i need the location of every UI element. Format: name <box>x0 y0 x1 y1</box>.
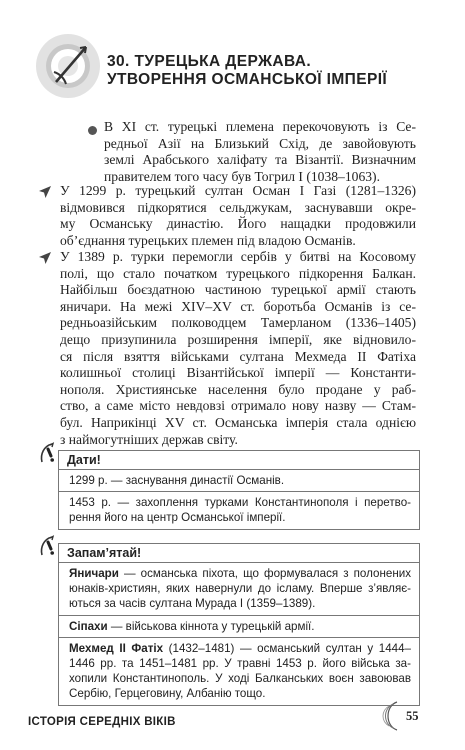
text-line: Сербію, Герцеговину, Албанію тощо. <box>69 687 266 701</box>
text-line: з наймогутніших держав світу. <box>60 431 238 447</box>
text-line: ся після взяття військами султана Мехмеда II Фатіха <box>60 348 416 364</box>
chapter-title <box>107 53 387 89</box>
text-line: колишньої столиці Візантійської імперії — Константи- <box>60 365 416 381</box>
text-line: яничари. На межі XIV–XV ст. боротьба Османів із се- <box>60 298 416 314</box>
term-name: Сіпахи <box>69 619 108 633</box>
chapter-title-line-2: УТВОРЕННЯ ОСМАНСЬКОЇ ІМПЕРІЇ <box>107 71 388 88</box>
arrow-pointer-icon <box>38 185 52 199</box>
term-definition: — військова кіннота у турецькій армії. <box>107 619 315 633</box>
paragraph-3 <box>60 249 416 448</box>
text-line: Найбільш боєздатною частиною турецької армії стають <box>60 282 416 298</box>
dot-icon <box>88 126 97 135</box>
text-line: 1453 р. — захоплення турками Константинополя і перетво- <box>69 496 411 510</box>
date-entry <box>59 469 419 491</box>
text-line: відмовився підкорятися сельджукам, заснувавши окре- <box>60 199 416 215</box>
text-line: му Османську династію. Його нащадки продовжили <box>60 216 416 232</box>
dates-box <box>58 450 420 530</box>
text-line: У 1389 р. турки перемогли сербів у битві на Косовому <box>60 249 416 264</box>
text-line: В ХІ ст. турецькі племена перекочовують із Се- <box>104 119 416 134</box>
text-line: рення його на центр Османської імперії. <box>69 511 286 525</box>
text-line: редньої Азії на Близький Схід, де завойовують <box>104 135 416 151</box>
text-line: об’єднання турецьких племен під владою Османів. <box>60 232 356 248</box>
term-entry-sipahi <box>59 615 419 637</box>
term-definition: (1432–1481) — османський султан у 1444– <box>163 641 411 655</box>
term-name: Мехмед II Фатіх <box>69 641 164 655</box>
text-line: бул. Наприкінці XV ст. Османська імперія стала однією <box>60 414 416 430</box>
remember-box <box>58 543 420 706</box>
book-title: ІСТОРІЯ СЕРЕДНІХ ВІКІВ <box>28 716 176 728</box>
term-definition: — османська піхота, що формувалася з полонених <box>118 567 411 580</box>
paragraph-2 <box>60 183 416 249</box>
text-line: правителем того часу був Тогрил І (1038–1063). <box>104 168 380 184</box>
text-line: землі Арабського халіфату та Візантії. Визначним <box>104 152 416 168</box>
term-entry-yanychary <box>59 562 419 615</box>
arrow-pointer-icon <box>38 251 52 265</box>
text-line: полі, що стало початком турецького підкорення Балкан. <box>60 265 416 281</box>
text-line: юнаків-християн, яких навернули до ісламу. Вперше з’являє- <box>69 582 411 596</box>
date-entry <box>59 491 419 528</box>
text-line: дещо призупинила розширення імперії, яке відновило- <box>60 331 416 347</box>
text-line: хопили Константинополь. У ході Балканських воєн завоював <box>69 672 411 686</box>
text-line: 1299 р. — заснування династії Османів. <box>69 474 285 487</box>
page-number: 55 <box>406 709 419 723</box>
term-name: Яничари <box>69 567 119 580</box>
dates-heading: Дати! <box>67 453 101 467</box>
text-line: нополя. Християнське населення було продане у раб- <box>60 381 416 397</box>
text-line: ство, а саме місто невдовзі отримало нову назву — Стам- <box>60 398 416 414</box>
text-line: У 1299 р. турецький султан Осман І Газі (1281–1326) <box>60 183 416 198</box>
target-arrow-icon <box>34 32 102 100</box>
paragraph-1 <box>104 119 416 185</box>
text-line: 1446 рр. та 1451–1481 рр. У травні 1453 р. його військa за- <box>69 657 411 671</box>
remember-heading: Запам’ятай! <box>67 546 142 560</box>
text-line: редньоазійським полководцем Тамерланом (1336–1405) <box>60 315 416 331</box>
term-entry-mehmed <box>59 637 419 705</box>
text-line: ються за часів султана Мурада І (1359–1389). <box>69 597 316 611</box>
chapter-title-line-1: 30. ТУРЕЦЬКА ДЕРЖАВА. <box>107 53 312 70</box>
